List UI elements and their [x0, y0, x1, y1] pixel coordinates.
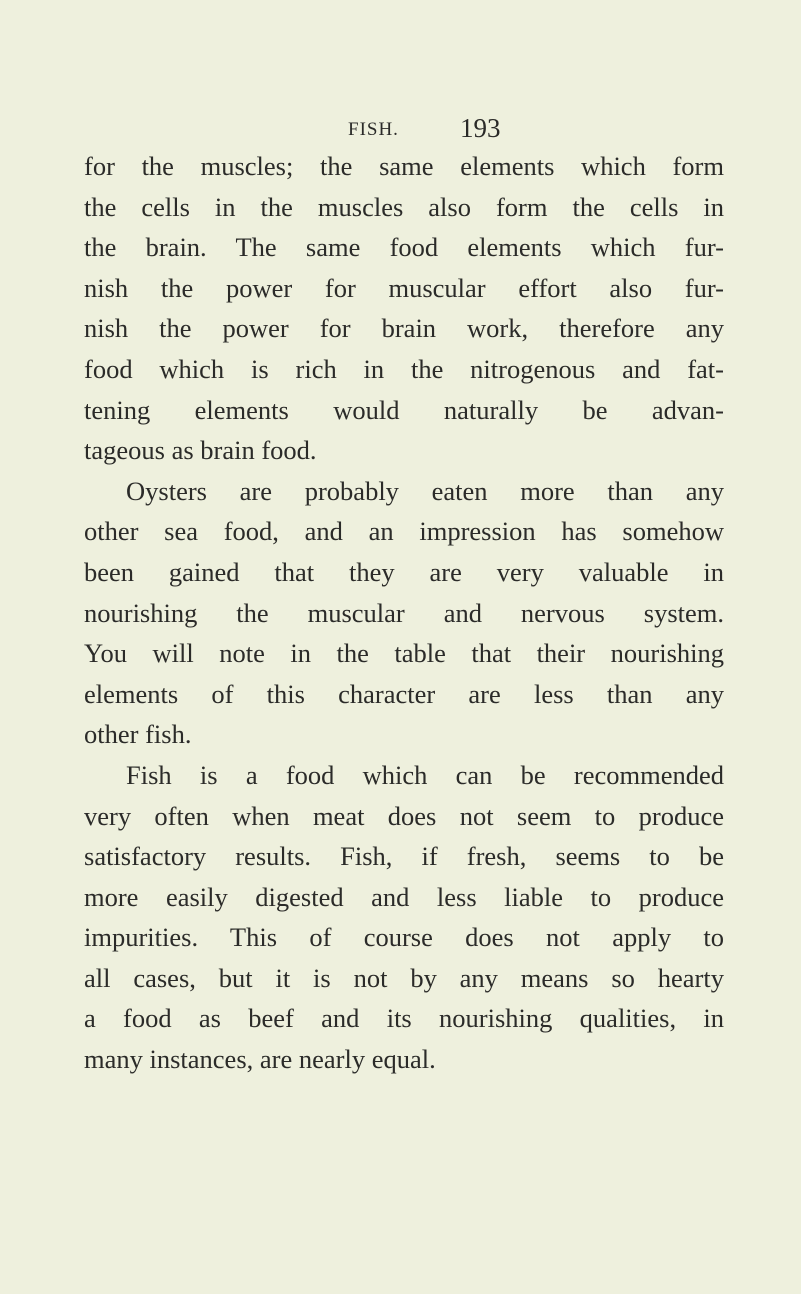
- text-line: You will note in the table that their nourishing: [84, 638, 724, 669]
- text-line: Oysters are probably eaten more than any: [126, 475, 724, 506]
- text-line: tening elements would naturally be advan-: [84, 394, 724, 425]
- text-line: elements of this character are less than any: [84, 678, 724, 709]
- body-text: [84, 146, 724, 1080]
- text-line: food which is rich in the nitrogenous and fat-: [84, 353, 724, 384]
- page-number: 193: [460, 113, 501, 143]
- text-line: impurities. This of course does not apply to: [84, 922, 724, 953]
- text-line: very often when meat does not seem to produce: [84, 800, 724, 831]
- text-line: tageous as brain food.: [84, 435, 317, 466]
- text-line: nourishing the muscular and nervous system.: [84, 597, 724, 628]
- text-line: nish the power for brain work, therefore any: [84, 313, 724, 344]
- text-line: nish the power for muscular effort also fur-: [84, 272, 724, 303]
- text-line: for the muscles; the same elements which form: [84, 151, 724, 181]
- chapter-title: FISH.: [348, 119, 399, 140]
- text-line: the brain. The same food elements which fur-: [84, 232, 724, 263]
- text-line: the cells in the muscles also form the cells in: [84, 191, 724, 222]
- text-line: been gained that they are very valuable in: [84, 556, 724, 587]
- text-line: satisfactory results. Fish, if fresh, seems to be: [84, 841, 724, 872]
- text-line: Fish is a food which can be recommended: [126, 759, 724, 790]
- text-line: many instances, are nearly equal.: [84, 1044, 436, 1075]
- text-line: more easily digested and less liable to produce: [84, 881, 724, 912]
- text-line: other fish.: [84, 719, 192, 750]
- text-line: a food as beef and its nourishing qualities, in: [84, 1003, 724, 1034]
- text-line: other sea food, and an impression has somehow: [84, 516, 724, 547]
- text-line: all cases, but it is not by any means so hearty: [84, 962, 724, 993]
